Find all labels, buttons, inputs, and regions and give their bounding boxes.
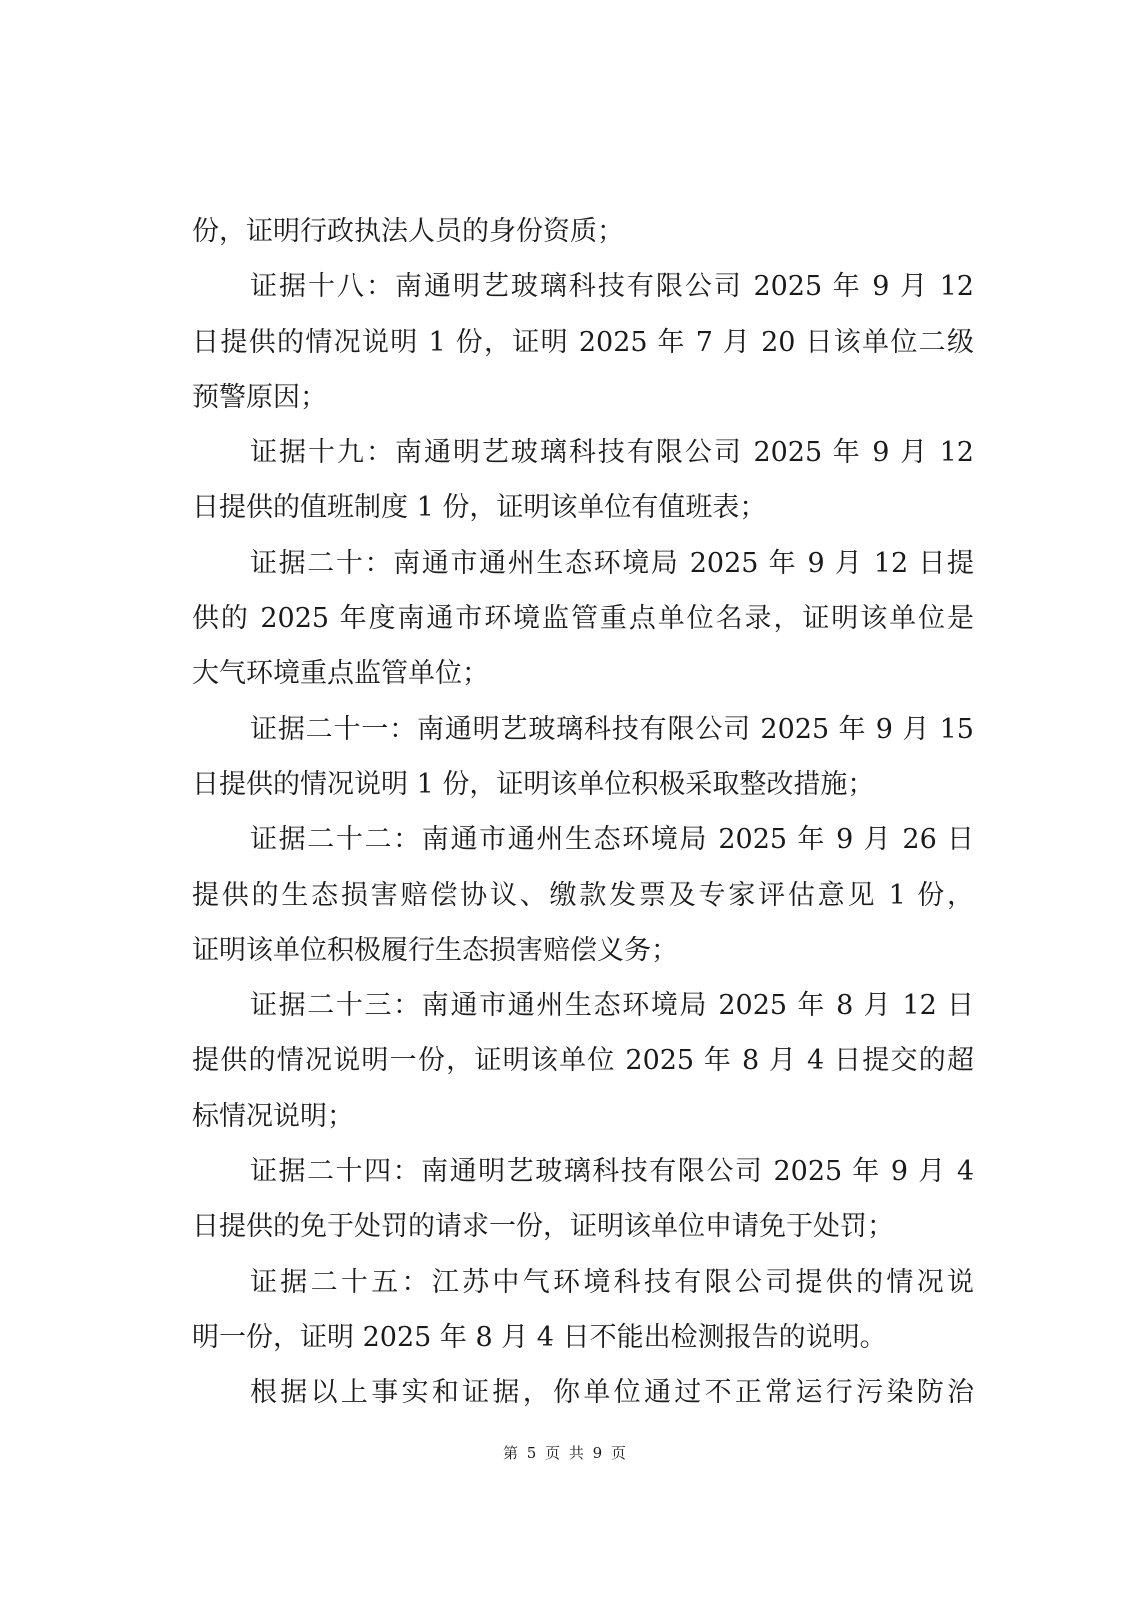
text-line: 预警原因；: [192, 381, 327, 413]
text-line: 根据以上事实和证据，你单位通过不正常运行污染防治: [250, 1377, 974, 1409]
text-line: 提供的情况说明一份，证明该单位 2025 年 8 月 4 日提交的超: [192, 1045, 974, 1077]
text-line: 日提供的值班制度 1 份，证明该单位有值班表；: [192, 492, 767, 524]
text-line: 证据二十：南通市通州生态环境局 2025 年 9 月 12 日提: [250, 547, 974, 579]
page-number-footer: 第 5 页 共 9 页: [503, 1444, 628, 1462]
text-line: 供的 2025 年度南通市环境监管重点单位名录，证明该单位是: [192, 603, 974, 635]
text-line: 证据二十三：南通市通州生态环境局 2025 年 8 月 12 日: [250, 990, 974, 1022]
text-line: 证明该单位积极履行生态损害赔偿义务；: [192, 934, 678, 966]
text-line: 证据十九：南通明艺玻璃科技有限公司 2025 年 9 月 12: [250, 437, 974, 469]
text-line: 证据二十四：南通明艺玻璃科技有限公司 2025 年 9 月 4: [250, 1156, 974, 1188]
text-line: 日提供的情况说明 1 份，证明 2025 年 7 月 20 日该单位二级: [192, 326, 974, 358]
text-line: 提供的生态损害赔偿协议、缴款发票及专家评估意见 1 份，: [192, 879, 974, 911]
text-line: 标情况说明；: [192, 1100, 354, 1132]
text-line: 明一份，证明 2025 年 8 月 4 日不能出检测报告的说明。: [192, 1321, 887, 1353]
text-line: 大气环境重点监管单位；: [192, 658, 489, 690]
text-line: 证据二十一：南通明艺玻璃科技有限公司 2025 年 9 月 15: [250, 713, 974, 745]
text-line: 证据十八：南通明艺玻璃科技有限公司 2025 年 9 月 12: [250, 271, 974, 303]
text-line: 日提供的情况说明 1 份，证明该单位积极采取整改措施；: [192, 768, 875, 800]
text-line: 日提供的免于处罚的请求一份，证明该单位申请免于处罚；: [192, 1211, 894, 1243]
text-line: 证据二十二：南通市通州生态环境局 2025 年 9 月 26 日: [250, 824, 974, 856]
document-body: [192, 204, 974, 1421]
text-line: 证据二十五：江苏中气环境科技有限公司提供的情况说: [250, 1266, 974, 1298]
text-line: 份，证明行政执法人员的身份资质；: [192, 216, 624, 247]
